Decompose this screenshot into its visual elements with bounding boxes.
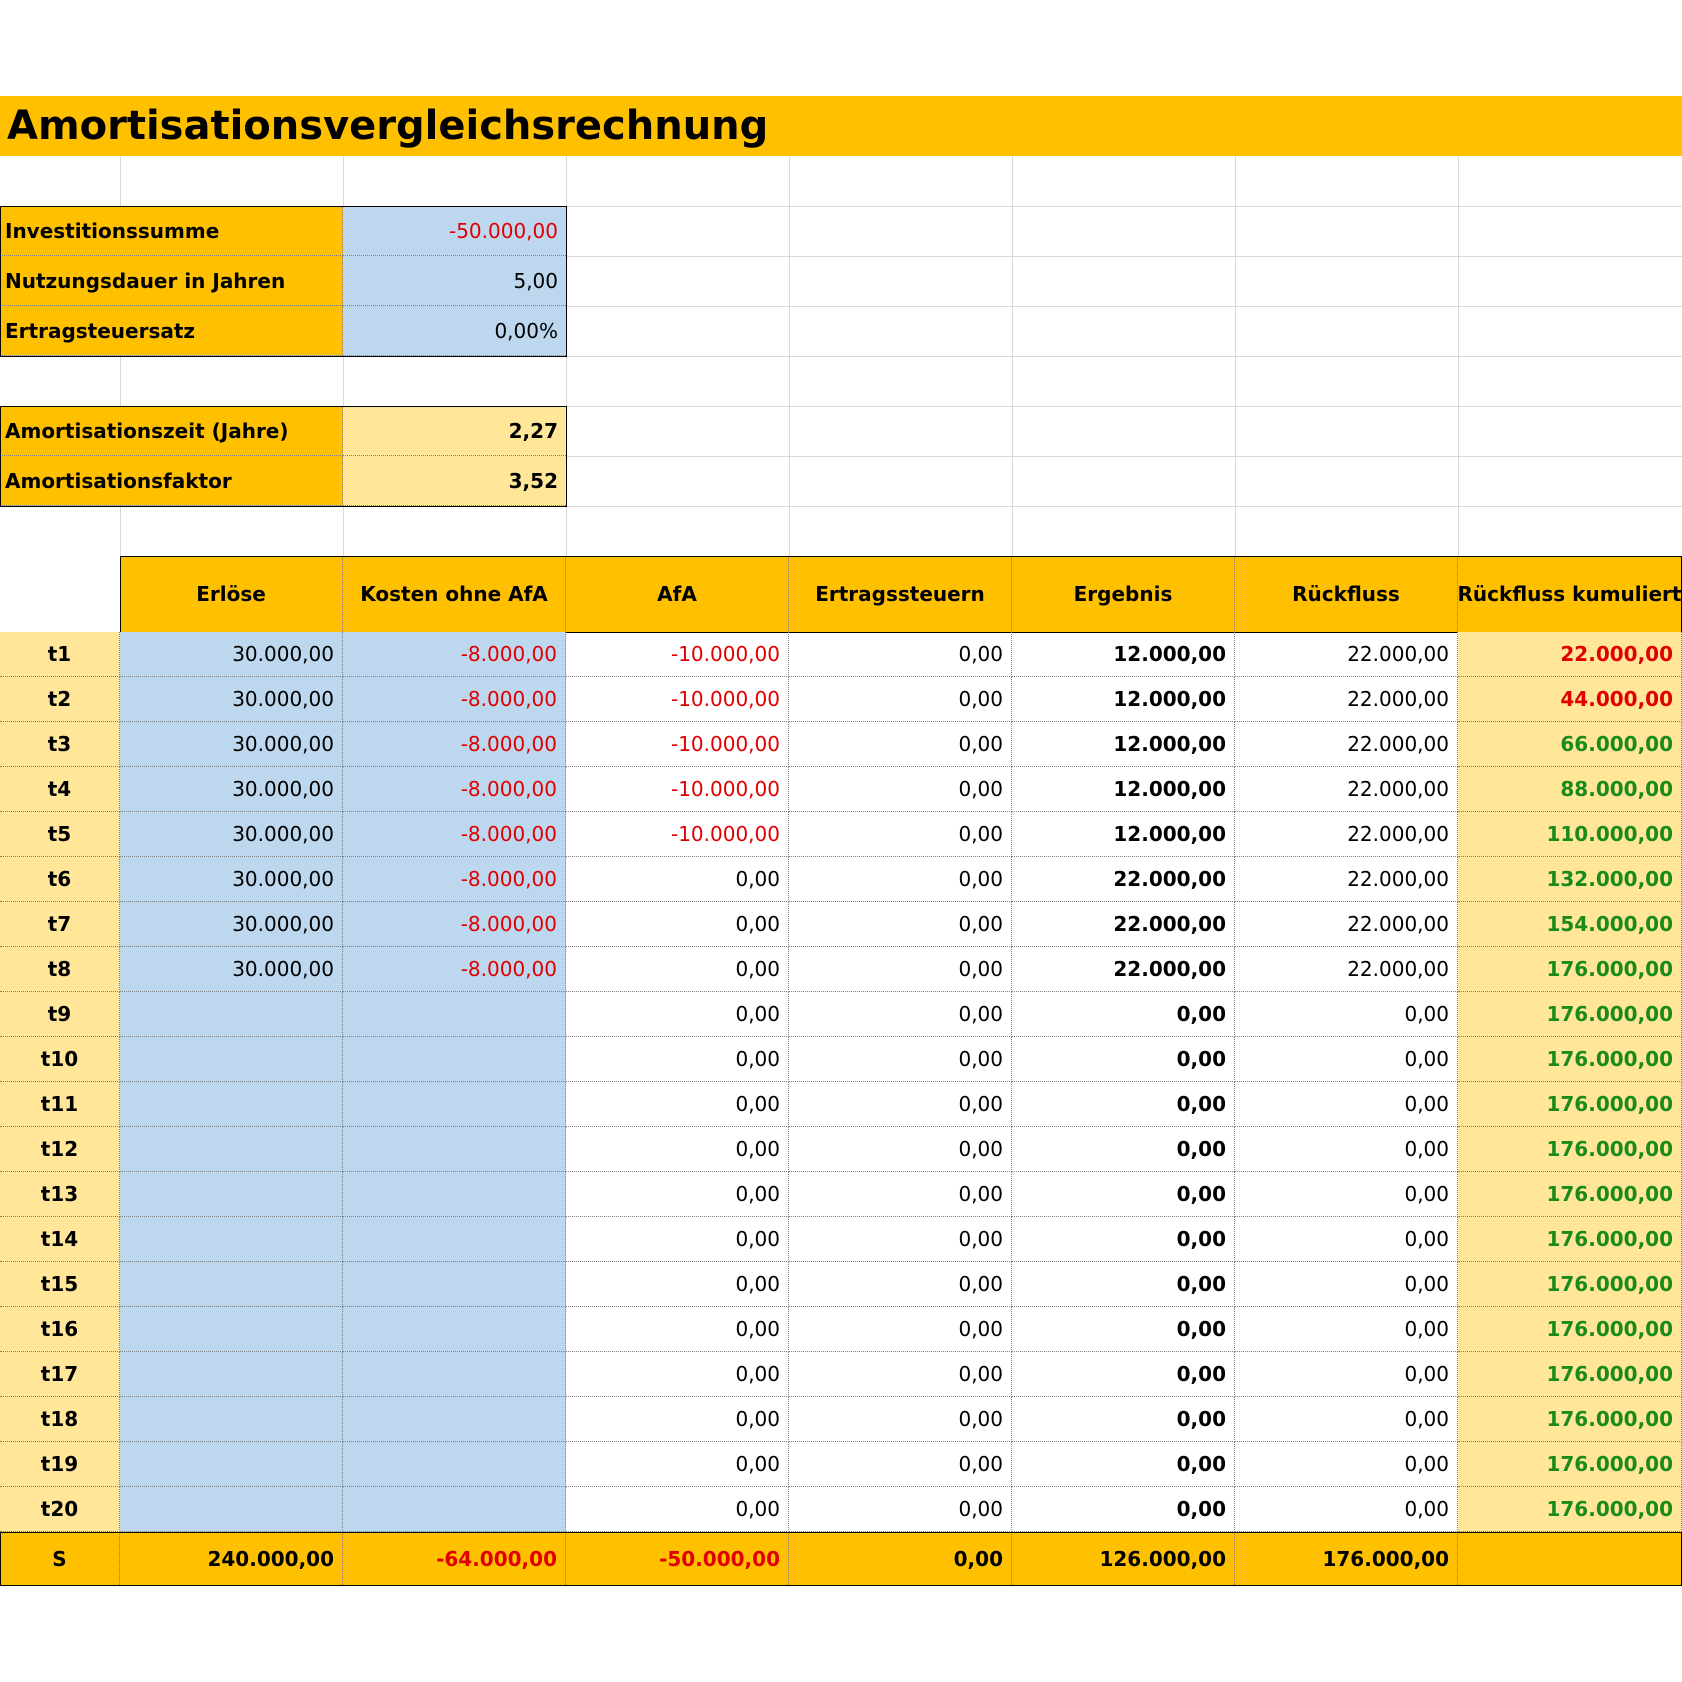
- cell-erloese[interactable]: 30.000,00: [120, 632, 343, 677]
- cell-kumuliert[interactable]: 176.000,00: [1458, 947, 1682, 992]
- cell-afa[interactable]: 0,00: [566, 1127, 789, 1172]
- cell-rueckfluss[interactable]: 22.000,00: [1235, 902, 1458, 947]
- period-label[interactable]: t11: [0, 1082, 120, 1127]
- cell-erloese[interactable]: [120, 1487, 343, 1532]
- cell-kumuliert[interactable]: 176.000,00: [1458, 1442, 1682, 1487]
- cell-afa[interactable]: 0,00: [566, 1442, 789, 1487]
- cell-afa[interactable]: 0,00: [566, 947, 789, 992]
- cell-erloese[interactable]: 30.000,00: [120, 812, 343, 857]
- cell-erloese[interactable]: [120, 1307, 343, 1352]
- cell-kumuliert[interactable]: 176.000,00: [1458, 1352, 1682, 1397]
- cell-steuern[interactable]: 0,00: [789, 1037, 1012, 1082]
- period-label[interactable]: t9: [0, 992, 120, 1037]
- period-label[interactable]: t12: [0, 1127, 120, 1172]
- cell-kumuliert[interactable]: 176.000,00: [1458, 992, 1682, 1037]
- cell-erloese[interactable]: 30.000,00: [120, 677, 343, 722]
- cell-steuern[interactable]: 0,00: [789, 632, 1012, 677]
- cell-rueckfluss[interactable]: 0,00: [1235, 1487, 1458, 1532]
- cell-kosten[interactable]: -8.000,00: [343, 632, 566, 677]
- cell-erloese[interactable]: [120, 992, 343, 1037]
- cell-ergebnis[interactable]: 12.000,00: [1012, 677, 1235, 722]
- cell-steuern[interactable]: 0,00: [789, 992, 1012, 1037]
- cell-steuern[interactable]: 0,00: [789, 1352, 1012, 1397]
- result-value[interactable]: 2,27: [343, 406, 566, 456]
- cell-ergebnis[interactable]: 0,00: [1012, 1352, 1235, 1397]
- cell-ergebnis[interactable]: 0,00: [1012, 1397, 1235, 1442]
- total-ergebnis[interactable]: 126.000,00: [1012, 1532, 1235, 1585]
- cell-kumuliert[interactable]: 176.000,00: [1458, 1127, 1682, 1172]
- cell-kosten[interactable]: -8.000,00: [343, 767, 566, 812]
- cell-erloese[interactable]: [120, 1127, 343, 1172]
- cell-afa[interactable]: 0,00: [566, 1037, 789, 1082]
- cell-kosten[interactable]: [343, 1307, 566, 1352]
- cell-steuern[interactable]: 0,00: [789, 1487, 1012, 1532]
- cell-afa[interactable]: 0,00: [566, 1352, 789, 1397]
- cell-kosten[interactable]: [343, 1352, 566, 1397]
- cell-kosten[interactable]: -8.000,00: [343, 722, 566, 767]
- cell-kumuliert[interactable]: 176.000,00: [1458, 1397, 1682, 1442]
- cell-rueckfluss[interactable]: 22.000,00: [1235, 857, 1458, 902]
- cell-ergebnis[interactable]: 12.000,00: [1012, 767, 1235, 812]
- gridline-horizontal: [566, 506, 1682, 507]
- cell-steuern[interactable]: 0,00: [789, 1217, 1012, 1262]
- cell-erloese[interactable]: [120, 1352, 343, 1397]
- cell-ergebnis[interactable]: 0,00: [1012, 992, 1235, 1037]
- cell-afa[interactable]: 0,00: [566, 1307, 789, 1352]
- cell-kumuliert[interactable]: 176.000,00: [1458, 1487, 1682, 1532]
- cell-steuern[interactable]: 0,00: [789, 1127, 1012, 1172]
- sheet-title[interactable]: Amortisationsvergleichsrechnung: [0, 96, 1682, 156]
- cell-kosten[interactable]: [343, 1487, 566, 1532]
- column-header[interactable]: Erlöse: [120, 556, 343, 632]
- cell-kumuliert[interactable]: 88.000,00: [1458, 767, 1682, 812]
- cell-rueckfluss[interactable]: 0,00: [1235, 1262, 1458, 1307]
- cell-ergebnis[interactable]: 0,00: [1012, 1127, 1235, 1172]
- cell-kumuliert[interactable]: 176.000,00: [1458, 1262, 1682, 1307]
- period-label[interactable]: t1: [0, 632, 120, 677]
- cell-afa[interactable]: 0,00: [566, 992, 789, 1037]
- cell-kumuliert[interactable]: 176.000,00: [1458, 1307, 1682, 1352]
- cell-ergebnis[interactable]: 22.000,00: [1012, 947, 1235, 992]
- cell-erloese[interactable]: [120, 1442, 343, 1487]
- period-label[interactable]: t10: [0, 1037, 120, 1082]
- cell-ergebnis[interactable]: 0,00: [1012, 1442, 1235, 1487]
- cell-afa[interactable]: 0,00: [566, 1397, 789, 1442]
- cell-ergebnis[interactable]: 0,00: [1012, 1217, 1235, 1262]
- cell-kumuliert[interactable]: 154.000,00: [1458, 902, 1682, 947]
- input-label[interactable]: Nutzungsdauer in Jahren: [0, 256, 343, 306]
- cell-steuern[interactable]: 0,00: [789, 902, 1012, 947]
- cell-kosten[interactable]: -8.000,00: [343, 857, 566, 902]
- cell-steuern[interactable]: 0,00: [789, 947, 1012, 992]
- period-label[interactable]: t2: [0, 677, 120, 722]
- cell-rueckfluss[interactable]: 0,00: [1235, 1442, 1458, 1487]
- period-label[interactable]: t8: [0, 947, 120, 992]
- period-label[interactable]: t15: [0, 1262, 120, 1307]
- result-value[interactable]: 3,52: [343, 456, 566, 506]
- cell-kosten[interactable]: -8.000,00: [343, 947, 566, 992]
- cell-kumuliert[interactable]: 176.000,00: [1458, 1217, 1682, 1262]
- totals-label[interactable]: S: [0, 1532, 120, 1585]
- period-label[interactable]: t17: [0, 1352, 120, 1397]
- total-afa[interactable]: -50.000,00: [566, 1532, 789, 1585]
- cell-afa[interactable]: 0,00: [566, 857, 789, 902]
- cell-kosten[interactable]: [343, 1127, 566, 1172]
- period-label[interactable]: t3: [0, 722, 120, 767]
- cell-ergebnis[interactable]: 0,00: [1012, 1307, 1235, 1352]
- cell-rueckfluss[interactable]: 22.000,00: [1235, 947, 1458, 992]
- period-label[interactable]: t4: [0, 767, 120, 812]
- cell-ergebnis[interactable]: 22.000,00: [1012, 857, 1235, 902]
- cell-afa[interactable]: -10.000,00: [566, 722, 789, 767]
- cell-erloese[interactable]: [120, 1262, 343, 1307]
- total-rueckfluss[interactable]: 176.000,00: [1235, 1532, 1458, 1585]
- cell-rueckfluss[interactable]: 22.000,00: [1235, 767, 1458, 812]
- cell-ergebnis[interactable]: 0,00: [1012, 1172, 1235, 1217]
- period-label[interactable]: t16: [0, 1307, 120, 1352]
- cell-afa[interactable]: 0,00: [566, 1082, 789, 1127]
- cell-kumuliert[interactable]: 176.000,00: [1458, 1082, 1682, 1127]
- cell-steuern[interactable]: 0,00: [789, 1082, 1012, 1127]
- cell-steuern[interactable]: 0,00: [789, 1442, 1012, 1487]
- gridline-horizontal: [566, 456, 1682, 457]
- cell-rueckfluss[interactable]: 0,00: [1235, 1352, 1458, 1397]
- cell-erloese[interactable]: [120, 1082, 343, 1127]
- cell-rueckfluss[interactable]: 22.000,00: [1235, 677, 1458, 722]
- cell-kosten[interactable]: [343, 1397, 566, 1442]
- period-label[interactable]: t14: [0, 1217, 120, 1262]
- cell-steuern[interactable]: 0,00: [789, 767, 1012, 812]
- gridline-horizontal: [566, 306, 1682, 307]
- period-label[interactable]: t7: [0, 902, 120, 947]
- input-value[interactable]: 5,00: [343, 256, 566, 306]
- cell-kosten[interactable]: [343, 1262, 566, 1307]
- column-header[interactable]: AfA: [566, 556, 789, 632]
- cell-ergebnis[interactable]: 12.000,00: [1012, 632, 1235, 677]
- gridline-horizontal: [566, 406, 1682, 407]
- cell-kumuliert[interactable]: 44.000,00: [1458, 677, 1682, 722]
- period-label[interactable]: t13: [0, 1172, 120, 1217]
- column-header[interactable]: Rückfluss kumuliert: [1458, 556, 1682, 632]
- cell-rueckfluss[interactable]: 0,00: [1235, 992, 1458, 1037]
- cell-kosten[interactable]: [343, 1442, 566, 1487]
- input-value[interactable]: 0,00%: [343, 306, 566, 356]
- cell-kosten[interactable]: -8.000,00: [343, 812, 566, 857]
- cell-ergebnis[interactable]: 12.000,00: [1012, 812, 1235, 857]
- cell-kumuliert[interactable]: 22.000,00: [1458, 632, 1682, 677]
- cell-kumuliert[interactable]: 176.000,00: [1458, 1037, 1682, 1082]
- result-label[interactable]: Amortisationsfaktor: [0, 456, 343, 506]
- cell-erloese[interactable]: 30.000,00: [120, 722, 343, 767]
- cell-rueckfluss[interactable]: 22.000,00: [1235, 812, 1458, 857]
- cell-afa[interactable]: -10.000,00: [566, 767, 789, 812]
- total-steuern[interactable]: 0,00: [789, 1532, 1012, 1585]
- gridline-horizontal: [0, 506, 566, 507]
- cell-kosten[interactable]: [343, 1217, 566, 1262]
- cell-kosten[interactable]: -8.000,00: [343, 677, 566, 722]
- cell-steuern[interactable]: 0,00: [789, 1262, 1012, 1307]
- cell-erloese[interactable]: 30.000,00: [120, 947, 343, 992]
- cell-afa[interactable]: 0,00: [566, 1217, 789, 1262]
- cell-steuern[interactable]: 0,00: [789, 812, 1012, 857]
- cell-steuern[interactable]: 0,00: [789, 1307, 1012, 1352]
- gridline-horizontal: [566, 206, 1682, 207]
- cell-rueckfluss[interactable]: 0,00: [1235, 1397, 1458, 1442]
- total-kumuliert[interactable]: [1458, 1532, 1682, 1585]
- input-label[interactable]: Ertragsteuersatz: [0, 306, 343, 356]
- cell-kosten[interactable]: [343, 1037, 566, 1082]
- cell-ergebnis[interactable]: 12.000,00: [1012, 722, 1235, 767]
- cell-rueckfluss[interactable]: 0,00: [1235, 1217, 1458, 1262]
- cell-kosten[interactable]: [343, 992, 566, 1037]
- period-label[interactable]: t19: [0, 1442, 120, 1487]
- cell-kosten[interactable]: -8.000,00: [343, 902, 566, 947]
- cell-steuern[interactable]: 0,00: [789, 1172, 1012, 1217]
- cell-erloese[interactable]: [120, 1037, 343, 1082]
- input-label[interactable]: Investitionssumme: [0, 206, 343, 256]
- gridline-horizontal: [0, 356, 566, 357]
- cell-erloese[interactable]: [120, 1397, 343, 1442]
- cell-kumuliert[interactable]: 132.000,00: [1458, 857, 1682, 902]
- cell-afa[interactable]: 0,00: [566, 1262, 789, 1307]
- cell-kosten[interactable]: [343, 1082, 566, 1127]
- cell-afa[interactable]: 0,00: [566, 1487, 789, 1532]
- cell-erloese[interactable]: 30.000,00: [120, 902, 343, 947]
- cell-rueckfluss[interactable]: 0,00: [1235, 1037, 1458, 1082]
- cell-ergebnis[interactable]: 0,00: [1012, 1487, 1235, 1532]
- cell-ergebnis[interactable]: 0,00: [1012, 1082, 1235, 1127]
- column-header[interactable]: Ertragssteuern: [789, 556, 1012, 632]
- cell-rueckfluss[interactable]: 0,00: [1235, 1307, 1458, 1352]
- cell-rueckfluss[interactable]: 0,00: [1235, 1172, 1458, 1217]
- period-label[interactable]: t18: [0, 1397, 120, 1442]
- total-erloese[interactable]: 240.000,00: [120, 1532, 343, 1585]
- cell-erloese[interactable]: 30.000,00: [120, 767, 343, 812]
- cell-steuern[interactable]: 0,00: [789, 1397, 1012, 1442]
- cell-steuern[interactable]: 0,00: [789, 677, 1012, 722]
- cell-afa[interactable]: -10.000,00: [566, 677, 789, 722]
- cell-erloese[interactable]: [120, 1172, 343, 1217]
- cell-ergebnis[interactable]: 0,00: [1012, 1037, 1235, 1082]
- cell-ergebnis[interactable]: 0,00: [1012, 1262, 1235, 1307]
- cell-kumuliert[interactable]: 66.000,00: [1458, 722, 1682, 767]
- period-label[interactable]: t5: [0, 812, 120, 857]
- cell-steuern[interactable]: 0,00: [789, 722, 1012, 767]
- cell-rueckfluss[interactable]: 0,00: [1235, 1082, 1458, 1127]
- cell-afa[interactable]: 0,00: [566, 902, 789, 947]
- cell-erloese[interactable]: 30.000,00: [120, 857, 343, 902]
- cell-afa[interactable]: -10.000,00: [566, 632, 789, 677]
- cell-kumuliert[interactable]: 110.000,00: [1458, 812, 1682, 857]
- result-label[interactable]: Amortisationszeit (Jahre): [0, 406, 343, 456]
- cell-steuern[interactable]: 0,00: [789, 857, 1012, 902]
- column-header[interactable]: Kosten ohne AfA: [343, 556, 566, 632]
- cell-kumuliert[interactable]: 176.000,00: [1458, 1172, 1682, 1217]
- cell-afa[interactable]: -10.000,00: [566, 812, 789, 857]
- cell-erloese[interactable]: [120, 1217, 343, 1262]
- cell-rueckfluss[interactable]: 0,00: [1235, 1127, 1458, 1172]
- column-header[interactable]: Rückfluss: [1235, 556, 1458, 632]
- total-kosten[interactable]: -64.000,00: [343, 1532, 566, 1585]
- gridline-horizontal: [566, 356, 1682, 357]
- column-header[interactable]: Ergebnis: [1012, 556, 1235, 632]
- period-label[interactable]: t20: [0, 1487, 120, 1532]
- cell-kosten[interactable]: [343, 1172, 566, 1217]
- gridline-horizontal: [566, 256, 1682, 257]
- input-value[interactable]: -50.000,00: [343, 206, 566, 256]
- cell-afa[interactable]: 0,00: [566, 1172, 789, 1217]
- cell-rueckfluss[interactable]: 22.000,00: [1235, 632, 1458, 677]
- period-label[interactable]: t6: [0, 857, 120, 902]
- cell-ergebnis[interactable]: 22.000,00: [1012, 902, 1235, 947]
- cell-rueckfluss[interactable]: 22.000,00: [1235, 722, 1458, 767]
